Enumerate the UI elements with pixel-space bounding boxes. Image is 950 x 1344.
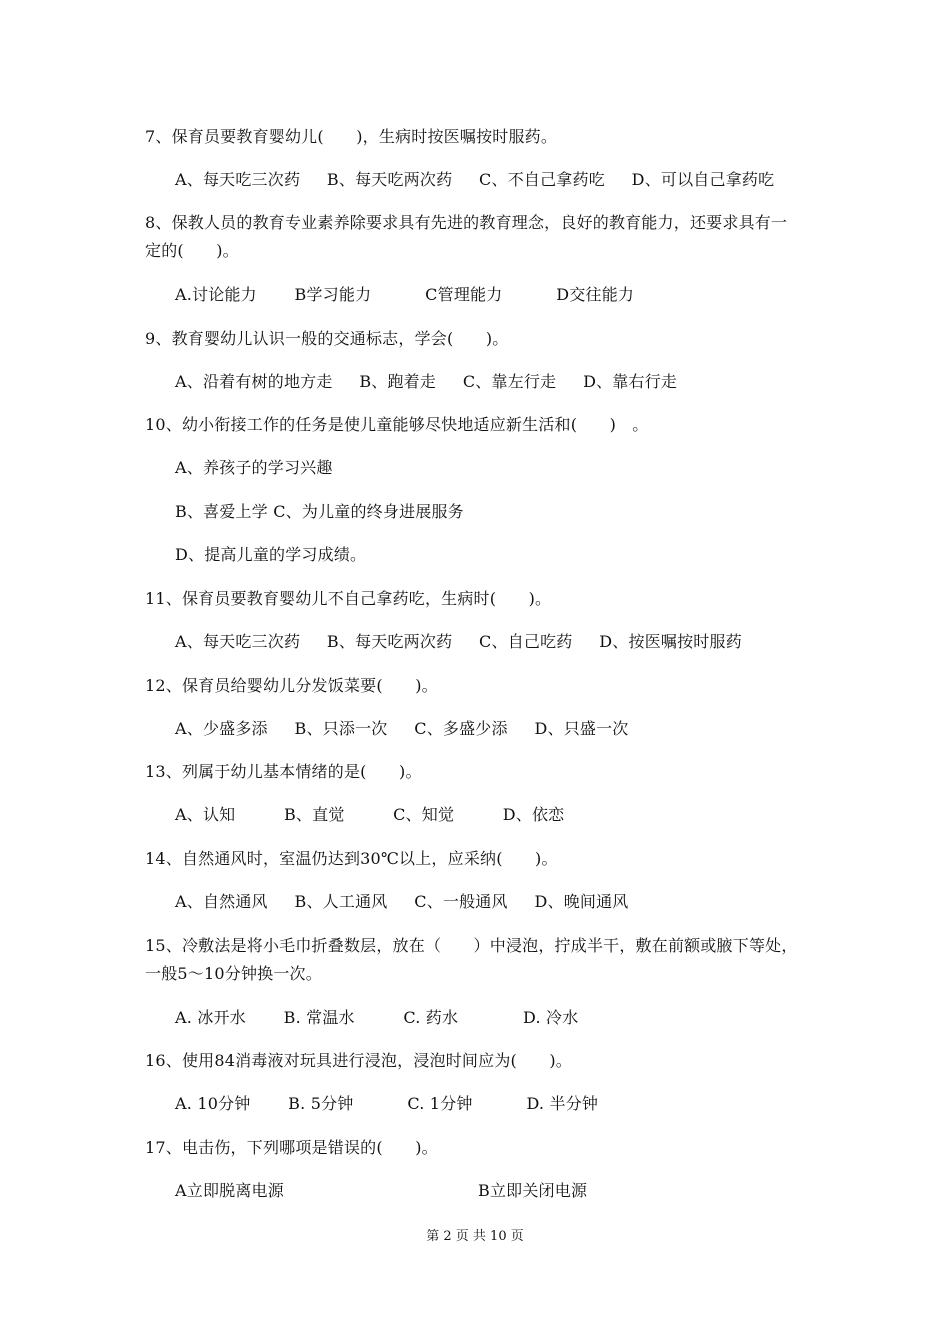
question-12-options: A、少盛多添 B、只添一次 C、多盛少添 D、只盛一次 — [175, 719, 629, 738]
question-13: 13、列属于幼儿基本情绪的是( )。 — [145, 762, 422, 781]
question-13-options: A、认知 B、直觉 C、知觉 D、依恋 — [175, 805, 565, 824]
question-7-options: A、每天吃三次药 B、每天吃两次药 C、不自己拿药吃 D、可以自己拿药吃 — [175, 170, 775, 189]
question-8-continued: 定的( )。 — [145, 241, 239, 260]
question-15-options: A. 冰开水 B. 常温水 C. 药水 D. 冷水 — [175, 1008, 579, 1027]
page-footer: 第 2 页 共 10 页 — [426, 1229, 524, 1244]
question-11: 11、保育员要教育婴幼儿不自己拿药吃，生病时( )。 — [145, 589, 552, 608]
question-16: 16、使用84消毒液对玩具进行浸泡，浸泡时间应为( )。 — [145, 1051, 573, 1070]
question-10-option-bc: B、喜爱上学 C、为儿童的终身进展服务 — [175, 502, 464, 521]
question-17-option-a: A立即脱离电源 — [175, 1181, 284, 1200]
question-14: 14、自然通风时，室温仍达到30℃以上，应采纳( )。 — [145, 849, 558, 868]
question-8: 8、保教人员的教育专业素养除要求具有先进的教育理念，良好的教育能力，还要求具有一 — [145, 213, 788, 232]
question-10-option-a: A、养孩子的学习兴趣 — [175, 458, 333, 477]
question-10: 10、幼小衔接工作的任务是使儿童能够尽快地适应新生活和( ) 。 — [145, 415, 649, 434]
question-9: 9、教育婴幼儿认识一般的交通标志，学会( )。 — [145, 329, 509, 348]
question-12: 12、保育员给婴幼儿分发饭菜要( )。 — [145, 676, 438, 695]
question-9-options: A、沿着有树的地方走 B、跑着走 C、靠左行走 D、靠右行走 — [175, 372, 678, 391]
question-8-options: A.讨论能力 B学习能力 C管理能力 D交往能力 — [175, 285, 635, 304]
question-14-options: A、自然通风 B、人工通风 C、一般通风 D、晚间通风 — [175, 892, 629, 911]
question-15-continued: 一般5～10分钟换一次。 — [145, 964, 322, 983]
question-11-options: A、每天吃三次药 B、每天吃两次药 C、自己吃药 D、按医嘱按时服药 — [175, 632, 742, 651]
question-17-option-b: B立即关闭电源 — [478, 1181, 588, 1200]
question-7: 7、保育员要教育婴幼儿( )，生病时按医嘱按时服药。 — [145, 127, 558, 146]
question-16-options: A. 10分钟 B. 5分钟 C. 1分钟 D. 半分钟 — [175, 1094, 599, 1113]
question-10-option-d: D、提高儿童的学习成绩。 — [175, 545, 367, 564]
question-17: 17、电击伤，下列哪项是错误的( )。 — [145, 1138, 438, 1157]
question-15: 15、冷敷法是将小毛巾折叠数层，放在（ ）中浸泡，拧成半干，敷在前额或腋下等处， — [145, 936, 798, 955]
